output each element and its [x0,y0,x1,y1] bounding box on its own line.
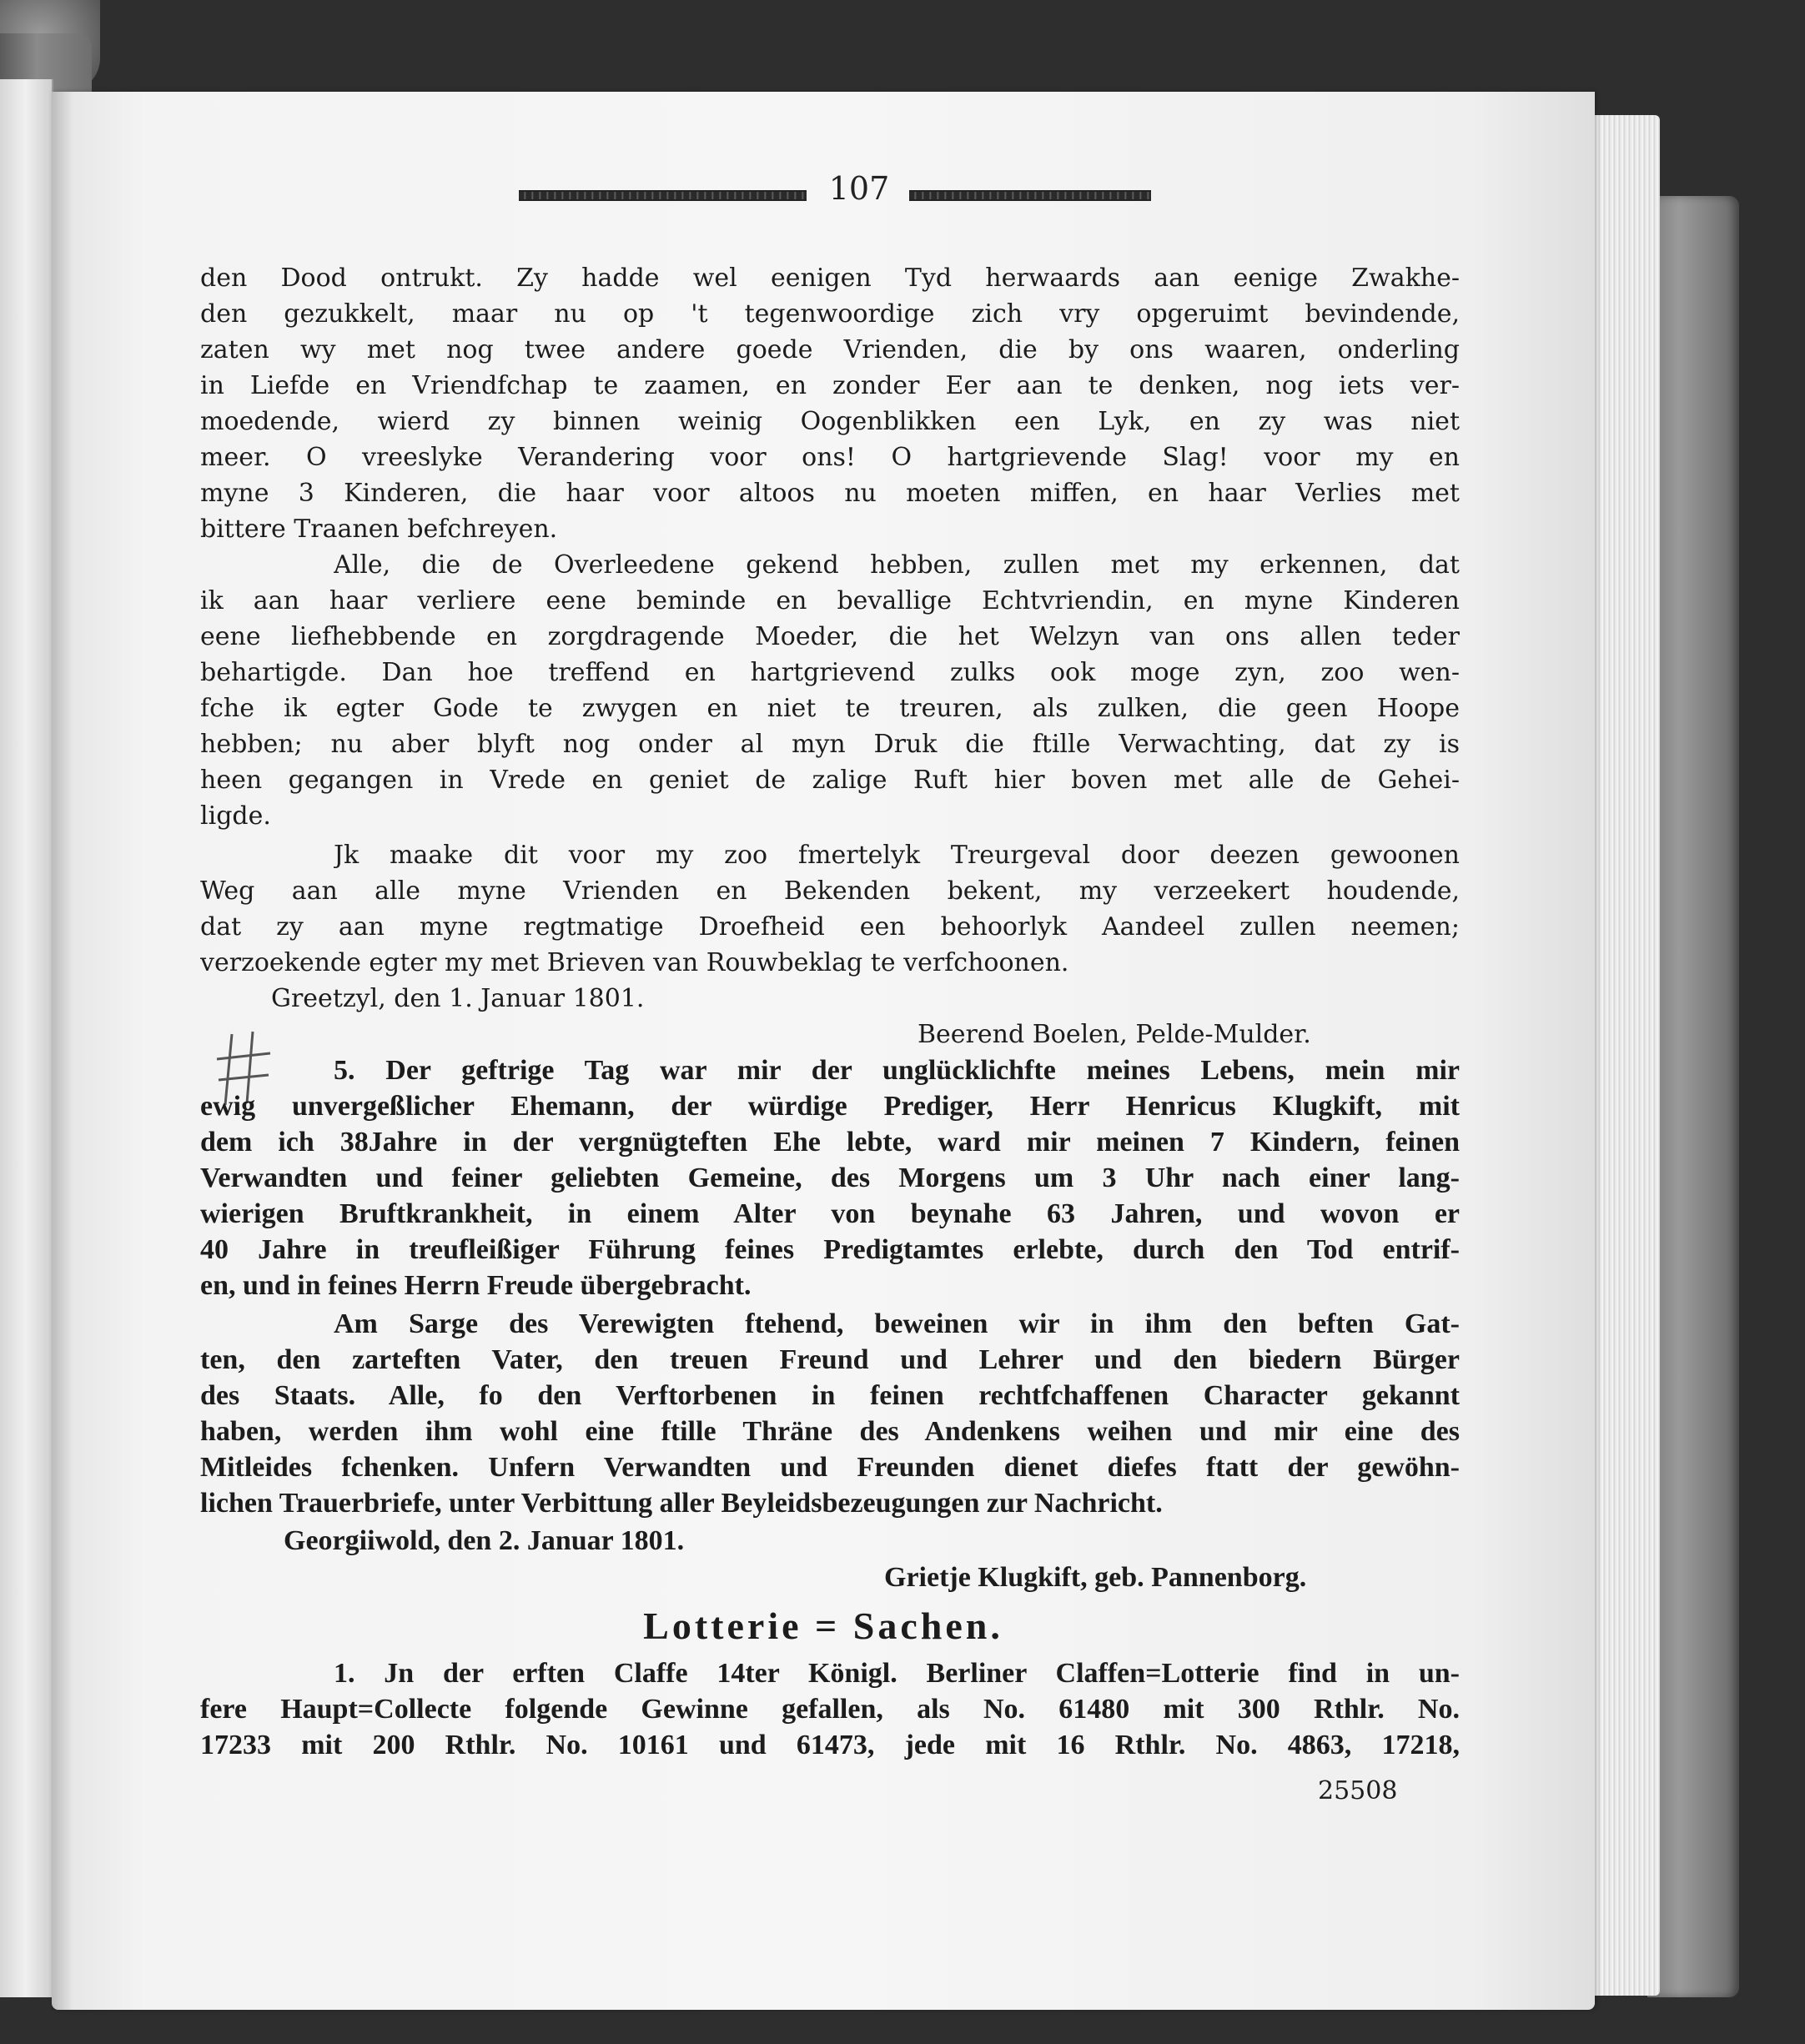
text-line: Am Sarge des Verewigten ftehend, beweinen wir in ihm den beften Gat- [334,1308,1460,1339]
text-line: Jk maake dit voor my zoo fmertelyk Treurgeval door deezen gewoonen [334,841,1460,870]
gutter-shadow [52,92,73,2010]
text-line: meer. O vreeslyke Verandering voor ons! O hartgrievende Slag! voor my en [200,443,1460,472]
left-page-edge [0,79,53,1997]
text-line: 40 Jahre in treufleißiger Führung feines Predigtamtes erlebte, durch den Tod entrif- [200,1234,1460,1265]
text-line: fere Haupt=Collecte folgende Gewinne gefallen, als No. 61480 mit 300 Rthlr. No. [200,1694,1460,1725]
text-line: des Staats. Alle, fo den Verftorbenen in feinen rechtfchaffenen Character gekannt [200,1380,1460,1411]
text-line: 1. Jn der erften Claffe 14ter Königl. Berliner Claffen=Lotterie find in un- [334,1658,1460,1689]
text-line: 5. Der geftrige Tag war mir der unglücklichfte meines Lebens, mein mir [334,1055,1460,1086]
text-line: bittere Traanen befchreyen. [200,515,558,544]
text-line: behartigde. Dan hoe treffend en hartgrievend zulks ook moge zyn, zoo wen- [200,658,1460,687]
right-book-cover [1647,196,1739,1997]
text-line: den Dood ontrukt. Zy hadde wel eenigen Tyd herwaards aan eenige Zwakhe- [200,264,1460,293]
text-line: dem ich 38Jahre in der vergnügteften Ehe lebte, ward mir meinen 7 Kindern, feinen [200,1127,1460,1158]
signature: Beerend Boelen, Pelde-Mulder. [918,1020,1311,1049]
text-line: heen gegangen in Vrede en geniet de zalige Ruft hier boven met alle de Gehei- [200,766,1460,795]
place-date: Greetzyl, den 1. Januar 1801. [271,984,645,1013]
text-line: ewig unvergeßlicher Ehemann, der würdige Prediger, Herr Henricus Klugkift, mit [200,1091,1460,1122]
text-line: myne 3 Kinderen, die haar voor altoos nu moeten miffen, en haar Verlies met [200,479,1460,508]
text-line: zaten wy met nog twee andere goede Vrienden, die by ons waaren, onderling [200,335,1460,364]
section-heading: Lotterie = Sachen. [643,1605,1003,1647]
text-line: hebben; nu aber blyft nog onder al myn Druk die ftille Verwachting, dat zy is [200,730,1460,759]
text-line: Alle, die de Overleedene gekend hebben, zullen met my erkennen, dat [334,550,1460,580]
text-line: Mitleides fchenken. Unfern Verwandten und Freunden dienet diefes ftatt der gewöhn- [200,1452,1460,1483]
text-line: en, und in feines Herrn Freude übergebracht. [200,1270,752,1301]
page-number: 107 [828,170,890,207]
text-line: in Liefde en Vriendfchap te zaamen, en zonder Eer aan te denken, nog iets ver- [200,371,1460,400]
text-line: Weg aan alle myne Vrienden en Bekenden bekent, my verzeekert houdende, [200,876,1460,906]
text-line: verzoekende egter my met Brieven van Rouwbeklag te verfchoonen. [200,948,1069,977]
text-line: fche ik egter Gode te zwygen en niet te treuren, als zulken, die geen Hoope [200,694,1460,723]
text-line: eene liefhebbende en zorgdragende Moeder, die het Welzyn van ons allen teder [200,622,1460,651]
text-line: ik aan haar verliere eene beminde en bevallige Echtvriendin, en myne Kinderen [200,586,1460,615]
text-line: lichen Trauerbriefe, unter Verbittung aller Beyleidsbezeugungen zur Nachricht. [200,1488,1163,1519]
text-line: Verwandten und feiner geliebten Gemeine, des Morgens um 3 Uhr nach einer lang- [200,1163,1460,1193]
text-line: 17233 mit 200 Rthlr. No. 10161 und 61473, jede mit 16 Rthlr. No. 4863, 17218, [200,1730,1460,1760]
text-line: moedende, wierd zy binnen weinig Oogenblikken een Lyk, en zy was niet [200,407,1460,436]
header-ornament-left [519,190,807,201]
text-line: dat zy aan myne regtmatige Droefheid een behoorlyk Aandeel zullen neemen; [200,912,1460,942]
text-line: wierigen Bruftkrankheit, in einem Alter von beynahe 63 Jahren, und wovon er [200,1198,1460,1229]
place-date: Georgiiwold, den 2. Januar 1801. [284,1525,685,1556]
text-line: ten, den zarteften Vater, den treuen Freund und Lehrer und den biedern Bürger [200,1344,1460,1375]
text-line: den gezukkelt, maar nu op 't tegenwoordige zich vry opgeruimt bevindende, [200,299,1460,329]
header-ornament-right [909,190,1151,201]
signature: Grietje Klugkift, geb. Pannenborg. [884,1562,1307,1593]
catchword: 25508 [1318,1776,1398,1805]
text-line: ligde. [200,801,271,831]
text-line: haben, werden ihm wohl eine ftille Thräne des Andenkens weihen und mir eine des [200,1416,1460,1447]
